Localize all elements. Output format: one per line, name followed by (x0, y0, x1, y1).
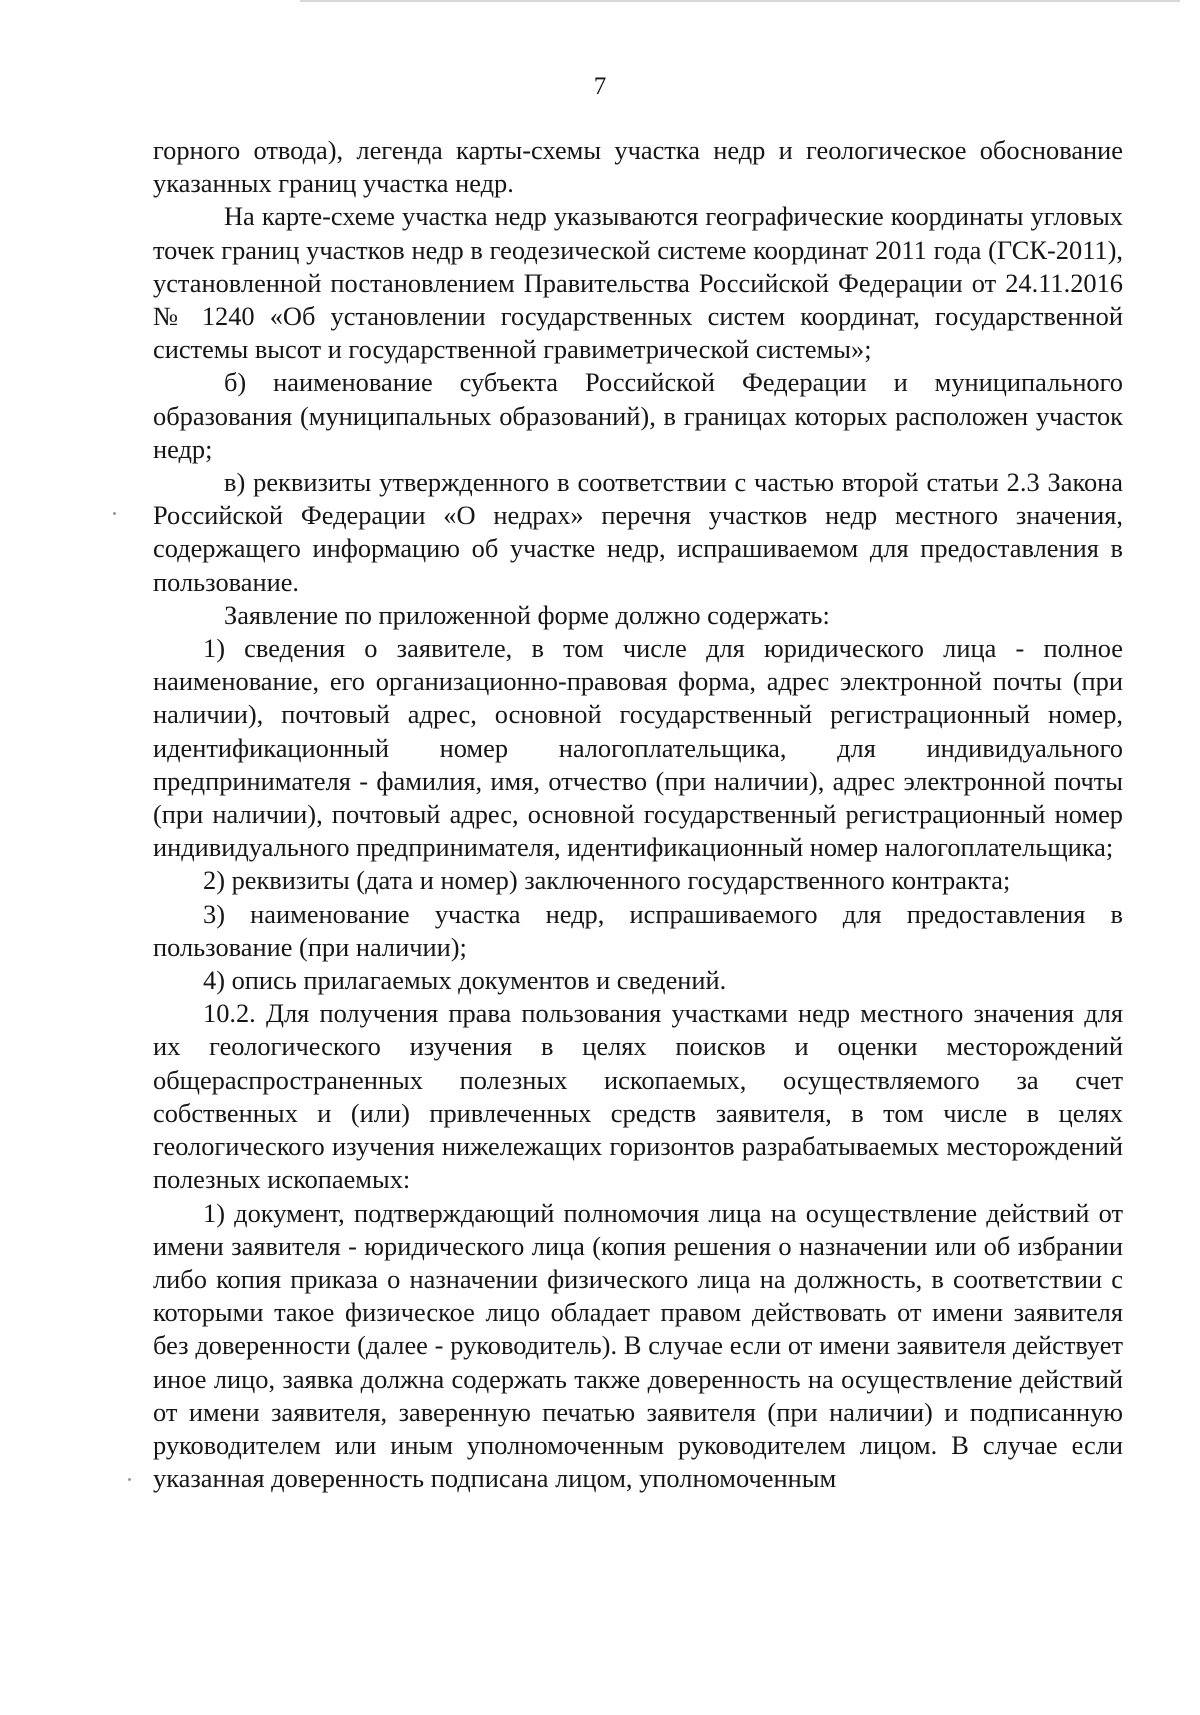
scan-speck (113, 512, 116, 515)
paragraph-document-item-1: 1) документ, подтверждающий полномочия лица на осуществление действий от имени заявителя - юридического лица (копия решения о назначении или об избрании либо копия приказа о назначении физического лица на должность, в соответствии с которыми такое физическое лицо обладает правом действовать от имени заявителя без доверенности (далее - руководитель). В случае если от имени заявителя действует иное лицо, заявка должна содержать также доверенность на осуществление действий от имени заявителя, заверенную печатью заявителя (при наличии) и подписанную руководителем или иным уполномоченным руководителем лицом. В случае если указанная доверенность подписана лицом, уполномоченным (153, 1197, 1123, 1494)
paragraph-map-coordinates: На карте-схеме участка недр указываются географические координаты угловых точек границ участков недр в геодезической системе координат 2011 года (ГСК-2011), установленной постановлением Правительства Российской Федерации от 24.11.2016 № 1240 «Об установлении государственных систем координат, государственной системы высот и государственной гравиметрической системы»; (153, 201, 1123, 365)
page-number: 7 (593, 73, 607, 100)
paragraph-item-v: в) реквизиты утвержденного в соответствии с частью второй статьи 2.3 Закона Российской Федерации «О недрах» перечня участков недр местного значения, содержащего информацию об участке недр, испрашиваемом для предоставления в пользование. (153, 467, 1123, 597)
paragraph-item-b: б) наименование субъекта Российской Федерации и муниципального образования (муниципальных образований), в границах которых расположен участок недр; (153, 367, 1123, 464)
paragraph-item-2: 2) реквизиты (дата и номер) заключенного государственного контракта; (203, 865, 1011, 896)
scan-edge (300, 0, 1180, 2)
paragraph-application-form: Заявление по приложенной форме должно содержать: (224, 599, 830, 630)
paragraph-item-3: 3) наименование участка недр, испрашиваемого для предоставления в пользование (при наличии); (153, 898, 1123, 962)
scan-speck (128, 1478, 131, 1481)
paragraph-continuation: горного отвода), легенда карты-схемы участка недр и геологическое обоснование указанных границ участка недр. (153, 135, 1123, 199)
paragraph-section-10-2: 10.2. Для получения права пользования участками недр местного значения для их геологического изучения в целях поисков и оценки месторождений общераспространенных полезных ископаемых, осуществляемого за счет собственных и (или) привлеченных средств заявителя, в том числе в целях геологического изучения нижележащих горизонтов разрабатываемых месторождений полезных ископаемых: (153, 998, 1123, 1195)
paragraph-item-4: 4) опись прилагаемых документов и сведений. (203, 965, 727, 996)
paragraph-item-1: 1) сведения о заявителе, в том числе для юридического лица - полное наименование, его организационно-правовая форма, адрес электронной почты (при наличии), почтовый адрес, основной государственный регистрационный номер, идентификационный номер налогоплательщика, для индивидуального предпринимателя - фамилия, имя, отчество (при наличии), адрес электронной почты (при наличии), почтовый адрес, основной государственный регистрационный номер индивидуального предпринимателя, идентификационный номер налогоплательщика; (153, 633, 1123, 863)
document-body (153, 134, 1123, 1495)
